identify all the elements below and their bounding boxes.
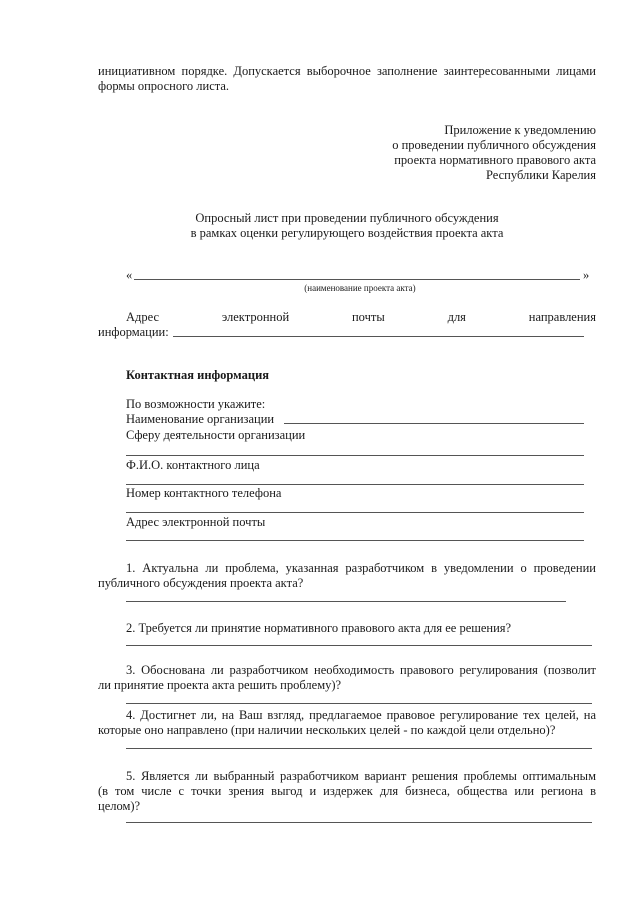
question-5-line-1: 5. Является ли выбранный разработчиком вариант решения проблемы оптимальным <box>126 769 596 783</box>
contact-phone-label: Номер контактного телефона <box>126 486 282 500</box>
email-word-2: электронной <box>221 310 290 324</box>
contact-phone-field[interactable] <box>126 512 584 513</box>
form-title <box>98 211 596 241</box>
contact-person-label: Ф.И.О. контактного лица <box>126 458 260 472</box>
contact-person-field[interactable] <box>126 484 584 485</box>
email-word-1: Адрес <box>126 310 160 324</box>
email-address-label-2: информации: <box>98 325 169 339</box>
question-3-line-2: ли принятие проекта акта решить проблему)? <box>98 678 342 692</box>
appendix-header <box>300 123 596 183</box>
intro-line-1: инициативном порядке. Допускается выборочное заполнение заинтересованными лицами <box>98 64 596 78</box>
appendix-line-4: Республики Карелия <box>485 168 596 182</box>
project-name-open-quote: « <box>126 268 133 282</box>
question-4-line-1: 4. Достигнет ли, на Ваш взгляд, предлагаемое правовое регулирование тех целей, на <box>126 708 596 722</box>
org-sphere-field[interactable] <box>126 455 584 456</box>
question-3-line-1: 3. Обоснована ли разработчиком необходимость правового регулирования (позволит <box>126 663 596 677</box>
title-line-1: Опросный лист при проведении публичного обсуждения <box>195 211 499 225</box>
email-word-5: направления <box>528 310 596 324</box>
question-1-line-2: публичного обсуждения проекта акта? <box>98 576 304 590</box>
question-1-line-1: 1. Актуальна ли проблема, указанная разработчиком в уведомлении о проведении <box>126 561 596 575</box>
org-name-field[interactable] <box>284 423 584 424</box>
project-name-close-quote: » <box>583 268 590 282</box>
org-name-row <box>126 412 584 427</box>
org-name-label: Наименование организации <box>126 412 275 426</box>
question-1-answer-field[interactable] <box>126 601 566 602</box>
question-5-answer-field[interactable] <box>126 822 592 823</box>
org-sphere-label: Сферу деятельности организации <box>126 428 306 442</box>
email-address-row <box>98 325 584 340</box>
appendix-line-1: Приложение к уведомлению <box>444 123 596 137</box>
question-2-answer-field[interactable] <box>126 645 592 646</box>
contact-heading: Контактная информация <box>126 368 270 382</box>
question-4-answer-field[interactable] <box>126 748 592 749</box>
intro-line-2: формы опросного листа. <box>98 79 230 93</box>
email-address-label-row <box>126 310 596 325</box>
question-2-line-1: 2. Требуется ли принятие нормативного правового акта для ее решения? <box>126 621 512 635</box>
project-name-field[interactable] <box>134 279 580 280</box>
email-address-field[interactable] <box>173 336 584 337</box>
contact-email-field[interactable] <box>126 540 584 541</box>
question-5-line-3: целом)? <box>98 799 141 813</box>
email-word-3: почты <box>351 310 385 324</box>
appendix-line-2: о проведении публичного обсуждения <box>392 138 596 152</box>
question-4-line-2: которые оно направлено (при наличии нескольких целей - по каждой цели отдельно)? <box>98 723 556 737</box>
contact-prompt: По возможности укажите: <box>126 397 266 411</box>
appendix-line-3: проекта нормативного правового акта <box>394 153 596 167</box>
project-name-caption: (наименование проекта акта) <box>304 283 416 293</box>
email-word-4: для <box>447 310 466 324</box>
question-3-answer-field[interactable] <box>126 703 592 704</box>
question-5-line-2: (в том числе с точки зрения выгод и издержек для бизнеса, общества или региона в <box>98 784 596 798</box>
contact-email-label: Адрес электронной почты <box>126 515 266 529</box>
title-line-2: в рамках оценки регулирующего воздействия проекта акта <box>190 226 504 240</box>
